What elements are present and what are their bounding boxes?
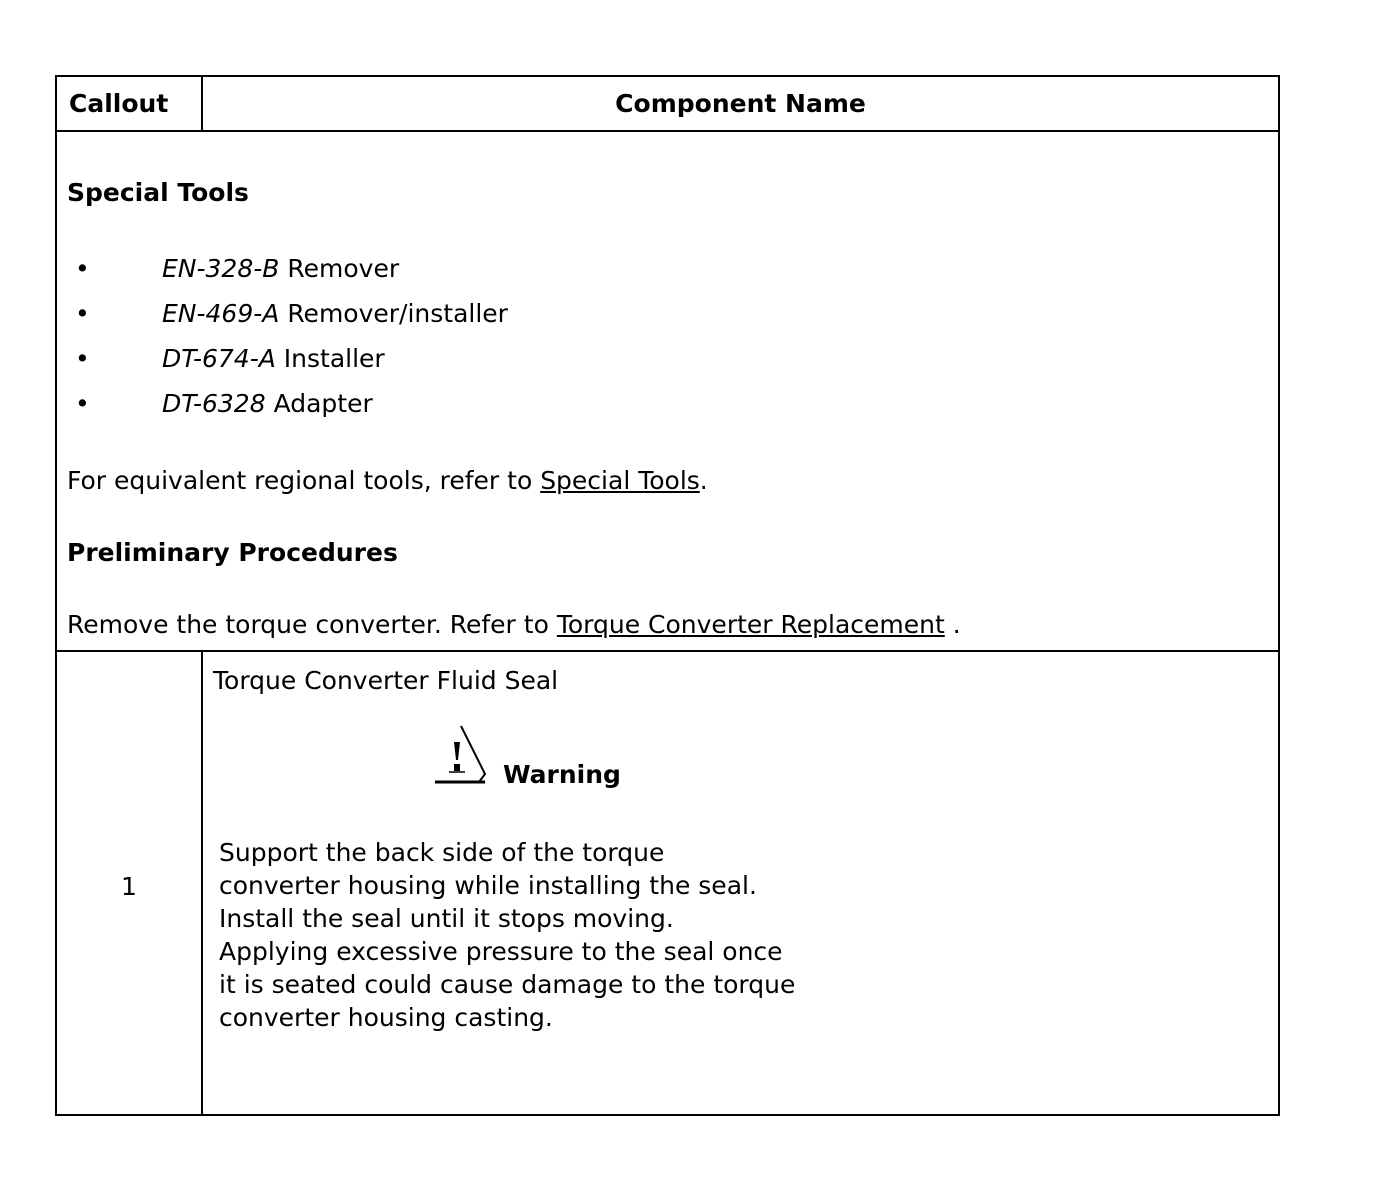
warning-text xyxy=(219,836,795,1034)
warning-block xyxy=(435,724,675,794)
step-content-cell xyxy=(203,652,1278,1114)
equivalent-tools-note xyxy=(67,466,708,495)
step-title: Torque Converter Fluid Seal xyxy=(213,666,559,695)
tool-code: EN-469-A xyxy=(162,299,280,328)
bullet: • xyxy=(75,344,90,373)
warning-line: Support the back side of the torque xyxy=(219,838,665,867)
bullet: • xyxy=(75,254,90,283)
warning-line: converter housing casting. xyxy=(219,1003,553,1032)
tool-code: DT-6328 xyxy=(162,389,266,418)
equivalent-suffix: . xyxy=(699,466,708,495)
step-callout-cell xyxy=(57,652,203,1114)
special-tools-heading: Special Tools xyxy=(67,178,249,207)
component-name-column-header: Component Name xyxy=(615,89,866,118)
remove-suffix: . xyxy=(944,610,961,639)
warning-line: converter housing while installing the seal. xyxy=(219,871,757,900)
tool-code: DT-674-A xyxy=(162,344,276,373)
special-tools-link[interactable]: Special Tools xyxy=(540,466,700,495)
warning-line: Install the seal until it stops moving. xyxy=(219,904,674,933)
table-row xyxy=(57,652,1278,1114)
remove-prefix: Remove the torque converter. Refer to xyxy=(67,610,549,639)
torque-converter-replacement-link[interactable]: Torque Converter Replacement xyxy=(556,610,945,639)
component-table xyxy=(55,75,1280,1116)
tool-code: EN-328-B xyxy=(162,254,280,283)
tool-name: Installer xyxy=(283,344,385,373)
warning-line: Applying excessive pressure to the seal once xyxy=(219,937,783,966)
step-callout-number: 1 xyxy=(121,872,137,901)
warning-line: it is seated could cause damage to the torque xyxy=(219,970,796,999)
tool-name: Adapter xyxy=(273,389,373,418)
equivalent-prefix: For equivalent regional tools, refer to xyxy=(67,466,533,495)
table-header-row xyxy=(57,77,1278,132)
preliminary-procedures-heading: Preliminary Procedures xyxy=(67,538,398,567)
bullet: • xyxy=(75,389,90,418)
remove-instruction xyxy=(67,610,961,639)
intro-section xyxy=(57,132,1278,652)
callout-column-header: Callout xyxy=(57,77,203,130)
warning-triangle-icon xyxy=(435,724,495,790)
tool-name: Remover xyxy=(287,254,400,283)
bullet: • xyxy=(75,299,90,328)
warning-label: Warning xyxy=(503,760,621,789)
tool-name: Remover/installer xyxy=(287,299,508,328)
